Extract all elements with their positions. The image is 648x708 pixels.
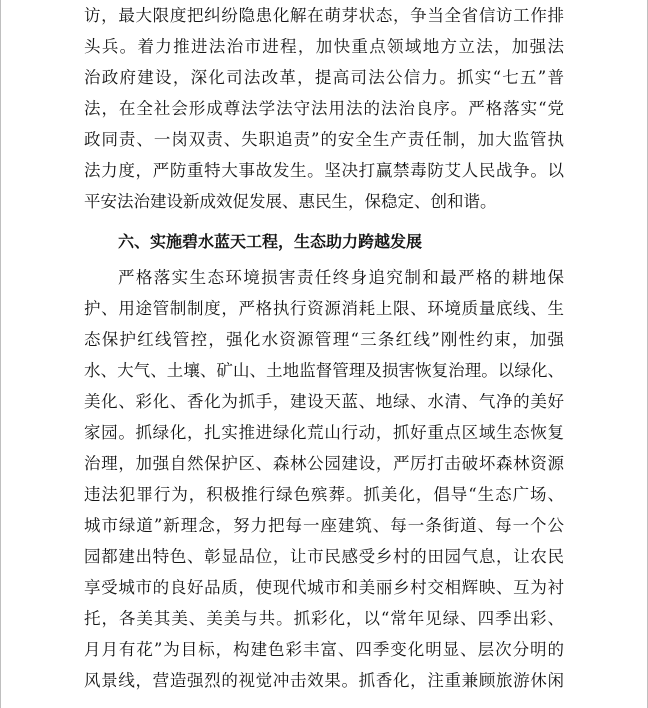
paragraph-line: 家园。抓绿化，扎实推进绿化荒山行动，抓好重点区域生态恢复 (84, 423, 564, 442)
paragraph-line: 城市绿道”新理念，努力把每一座建筑、每一条街道、每一个公 (84, 516, 564, 535)
paragraph-line: 风景线，营造强烈的视觉冲击效果。抓香化，注重兼顾旅游休闲 (84, 671, 564, 690)
paragraph-line: 护、用途管制制度，严格执行资源消耗上限、环境质量底线、生 (84, 299, 564, 318)
paragraph-line: 园都建出特色、彰显品位，让市民感受乡村的田园气息，让农民 (84, 547, 564, 566)
paragraph-line: 法力度，严防重特大事故发生。坚决打赢禁毒防艾人民战争。以 (84, 161, 564, 180)
paragraph-line: 月月有花”为目标，构建色彩丰富、四季变化明显、层次分明的 (84, 640, 564, 659)
paragraph-line: 违法犯罪行为，积极推行绿色殡葬。抓美化，倡导“生态广场、 (84, 485, 564, 504)
paragraph-line: 治理，加强自然保护区、森林公园建设，严厉打击破坏森林资源 (84, 454, 564, 473)
paragraph-line: 托，各美其美、美美与共。抓彩化，以“常年见绿、四季出彩、 (84, 609, 564, 628)
paragraph-line: 享受城市的良好品质，使现代城市和美丽乡村交相辉映、互为衬 (84, 578, 564, 597)
paragraph-line: 态保护红线管控，强化水资源管理“三条红线”刚性约束，加强 (84, 330, 564, 349)
paragraph-line: 访，最大限度把纠纷隐患化解在萌芽状态，争当全省信访工作排 (84, 6, 564, 25)
paragraph-line: 治政府建设，深化司法改革，提高司法公信力。抓实“七五”普 (84, 68, 564, 87)
paragraph-line: 水、大气、土壤、矿山、土地监督管理及损害恢复治理。以绿化、 (84, 361, 564, 380)
section-heading: 六、实施碧水蓝天工程，生态助力跨越发展 (118, 232, 423, 251)
paragraph-line: 政同责、一岗双责、失职追责”的安全生产责任制，加大监管执 (84, 130, 564, 149)
paragraph-line: 严格落实生态环境损害责任终身追究制和最严格的耕地保 (118, 268, 564, 287)
paragraph-line: 平安法治建设新成效促发展、惠民生，保稳定、创和谐。 (84, 192, 497, 211)
paragraph-line: 头兵。着力推进法治市进程，加快重点领域地方立法，加强法 (84, 37, 564, 56)
paragraph-line: 法，在全社会形成尊法学法守法用法的法治良序。严格落实“党 (84, 99, 564, 118)
paragraph-line: 美化、彩化、香化为抓手，建设天蓝、地绿、水清、气净的美好 (84, 392, 564, 411)
